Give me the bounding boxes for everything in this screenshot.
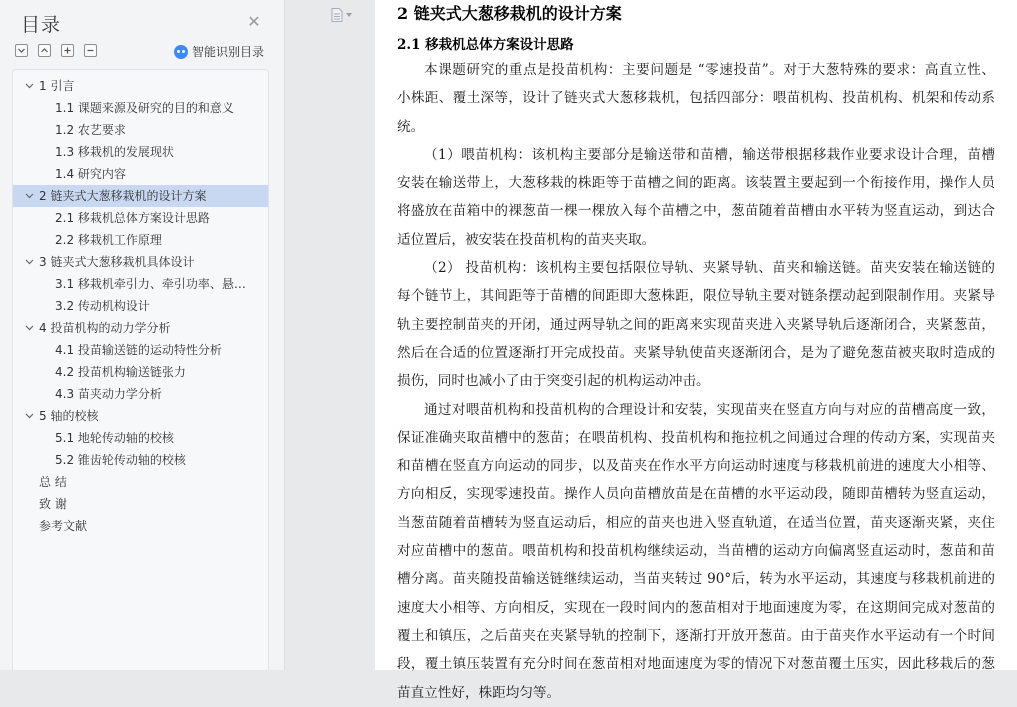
toc-section-item[interactable] [13,97,268,119]
toc-section-item[interactable] [13,339,268,361]
paragraph-line: 小株距、覆土深等，设计了链夹式大葱移栽机，包括四部分：喂苗机构、投苗机构、机架和传动系 [397,90,995,107]
toc-item-label: 3.1 移栽机牵引力、牵引功率、悬… [55,277,246,291]
toc-item-label: 1.1 课题来源及研究的目的和意义 [55,101,234,115]
toc-item-label: 4.2 投苗机构输送链张力 [55,365,186,379]
toc-section-item[interactable] [13,207,268,229]
expand-all-icon[interactable] [38,44,51,57]
remove-heading-icon[interactable] [84,44,97,57]
subsection-heading: 2.1 移栽机总体方案设计思路 [397,37,574,53]
toc-chapter-item[interactable] [13,493,268,515]
toc-item-label: 1.3 移栽机的发展现状 [55,145,174,159]
toc-item-label: 5.2 锥齿轮传动轴的校核 [55,453,186,467]
paragraph-line: （1）喂苗机构：该机构主要部分是输送带和苗槽，输送带根据移栽作业要求设计合理，苗槽 [424,146,995,163]
paragraph-line: 每个链节上，其间距等于苗槽的间距即大葱株距，限位导轨主要对链条摆动起到限制作用。夹紧导 [397,288,995,305]
toc-item-label: 3 链夹式大葱移栽机具体设计 [39,255,195,269]
paragraph-line: 方向相反，实现零速投苗。操作人员向苗槽放苗是在苗槽的水平运动段，随即苗槽转为竖直运动， [397,486,995,503]
toc-item-label: 总 结 [39,475,67,489]
paragraph-line: 统。 [397,118,425,135]
toc-chapter-item[interactable] [13,185,268,207]
toc-section-item[interactable] [13,361,268,383]
toc-item-label: 1 引言 [39,79,75,93]
toc-section-item[interactable] [13,383,268,405]
close-icon[interactable]: ✕ [247,12,261,31]
toc-chapter-item[interactable] [13,317,268,339]
toc-item-label: 3.2 传动机构设计 [55,299,150,313]
toc-sidebar [0,0,285,670]
paragraph-line: 本课题研究的重点是投苗机构：主要问题是 “零速投苗”。对于大葱特殊的要求：高直立性、 [424,62,995,78]
document-page [375,0,1017,701]
smart-toc-label: 智能识别目录 [192,45,265,59]
paragraph-line: （2） 投苗机构：该机构主要包括限位导轨、夹紧导轨、苗夹和输送链。苗夹安装在输送链的 [424,260,995,277]
paragraph-line: 苗直立性好，株距均匀等。 [397,684,561,701]
collapse-all-icon[interactable] [15,44,28,57]
toc-chapter-item[interactable] [13,405,268,427]
toc-item-label: 致 谢 [39,497,67,511]
toc-chapter-item[interactable] [13,515,268,537]
toc-section-item[interactable] [13,229,268,251]
toc-item-label: 2 链夹式大葱移栽机的设计方案 [39,189,207,203]
toc-item-label: 4.3 苗夹动力学分析 [55,387,162,401]
toc-section-item[interactable] [13,273,268,295]
toc-item-label: 5.1 地轮传动轴的校核 [55,431,174,445]
toc-item-label: 1.2 农艺要求 [55,123,126,137]
toc-list [12,69,269,670]
toc-chapter-item[interactable] [13,251,268,273]
smart-toc-button[interactable] [174,43,264,60]
chevron-down-icon[interactable] [25,193,34,199]
toc-item-label: 2.2 移栽机工作原理 [55,233,162,247]
document-icon [331,8,343,22]
section-heading: 2 链夹式大葱移栽机的设计方案 [397,4,622,23]
paragraph-line: 段，覆土镇压装置有充分时间在葱苗相对地面速度为零的情况下对葱苗覆土压实，因此移栽后的葱 [397,656,995,673]
paragraph-line: 适位置后，被安装在投苗机构的苗夹夹取。 [397,231,656,248]
toc-item-label: 1.4 研究内容 [55,167,126,181]
paragraph-line: 对应苗槽中的葱苗。喂苗机构和投苗机构继续运动，当苗槽的运动方向偏离竖直运动时，葱苗和苗 [397,543,995,560]
toc-section-item[interactable] [13,427,268,449]
document-body [397,56,995,707]
toc-chapter-item[interactable] [13,471,268,493]
document-area [286,0,1017,701]
toc-toolbar [15,44,97,58]
paragraph-line: 保证准确夹取苗槽中的葱苗；在喂苗机构、投苗机构和拖拉机之间通过合理的传动方案，实现苗夹 [397,429,995,446]
paragraph-line: 将盛放在苗箱中的裸葱苗一棵一棵放入每个苗槽之中，葱苗随着苗槽由水平转为竖直运动，到达合 [397,203,995,220]
paragraph-line: 损伤，同时也减小了由于突变引起的机构运动冲击。 [397,373,710,390]
toc-item-label: 2.1 移栽机总体方案设计思路 [55,211,210,225]
paragraph-line: 槽分离。苗夹随投苗输送链继续运动，当苗夹转过 90°后，转为水平运动，其速度与移栽机前进的 [397,571,995,588]
ai-assistant-icon [174,45,188,59]
toc-section-item[interactable] [13,295,268,317]
toc-item-label: 4.1 投苗输送链的运动特性分析 [55,343,222,357]
toc-chapter-item[interactable] [13,75,268,97]
paragraph-line: 和苗槽在竖直方向运动的同步，以及苗夹在作水平方向运动时速度与移栽机前进的速度大小相等、 [397,458,995,475]
sidebar-title: 目录 [21,14,62,36]
toc-item-label: 参考文献 [39,519,88,533]
paragraph-line: 速度大小相等、方向相反，实现在一段时间内的葱苗相对于地面速度为零，在这期间完成对葱苗的 [397,599,995,616]
toc-item-label: 5 轴的校核 [39,409,99,423]
toc-item-label: 4 投苗机构的动力学分析 [39,321,171,335]
toc-section-item[interactable] [13,119,268,141]
toc-section-item[interactable] [13,449,268,471]
paragraph-line: 轨主要控制苗夹的开闭，通过两导轨之间的距离来实现苗夹进入夹紧导轨后逐渐闭合，夹紧葱苗， [397,316,995,333]
toc-section-item[interactable] [13,141,268,163]
paragraph-line: 然后在合适的位置逐渐打开完成投苗。夹紧导轨使苗夹逐渐闭合，是为了避免葱苗被夹取时造成的 [397,344,995,361]
paragraph-line: 安装在输送带上，大葱移栽的株距等于苗槽之间的距离。该装置主要起到一个衔接作用，操作人员 [397,175,995,192]
paragraph-line: 当葱苗随着苗槽转为竖直运动后，相应的苗夹也进入竖直轨道，在适当位置，苗夹逐渐夹紧，夹住 [397,514,995,531]
paragraph-line: 通过对喂苗机构和投苗机构的合理设计和安装，实现苗夹在竖直方向与对应的苗槽高度一致， [424,401,995,418]
chevron-down-icon[interactable] [25,325,34,331]
document-menu[interactable] [331,8,352,22]
chevron-down-icon [346,13,352,17]
chevron-down-icon[interactable] [25,83,34,89]
chevron-down-icon[interactable] [25,259,34,265]
toc-section-item[interactable] [13,163,268,185]
chevron-down-icon[interactable] [25,413,34,419]
add-heading-icon[interactable] [61,44,74,57]
paragraph-line: 覆土和镇压，之后苗夹在夹紧导轨的控制下，逐渐打开放开葱苗。由于苗夹作水平运动有一个时间 [397,627,995,644]
